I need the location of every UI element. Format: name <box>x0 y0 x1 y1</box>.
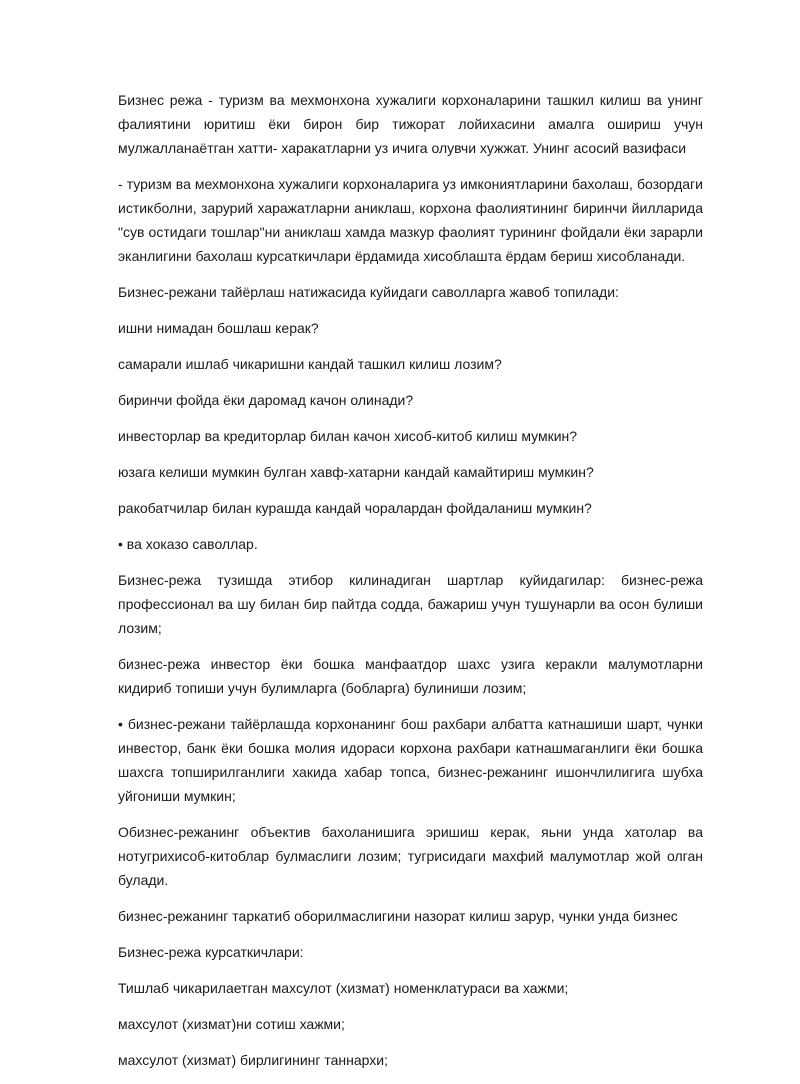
paragraph-purpose: - туризм ва мехмонхона хужалиги корхоналарига уз имкониятларини бахолаш, бозордаги истикболни, зарурий харажатларни аниклаш, корхона фаолиятининг биринчи йилларида "сув остидаги тошлар"ни аниклаш хамда мазкур фаолият турининг фойдали ёки зарарли эканлигини бахолаш курсаткичлари ёрдамида хисоблашта ёрдам бериш хисобланади. <box>118 176 703 264</box>
question-item: биринчи фойда ёки даромад качон олинади? <box>118 392 414 408</box>
indicator-item: Тишлаб чикарилаетган махсулот (хизмат) номенклатураси ва хажми; <box>118 980 569 996</box>
question-item: ишни нимадан бошлаш керак? <box>118 320 319 336</box>
paragraph-sections: бизнес-режа инвестор ёки бошка манфаатдор шахс узига керакли малумотларни кидириб топиши учун булимларга (бобларга) булиниши лозим; <box>118 656 703 696</box>
indicator-item: махсулот (хизмат)ни сотиш хажми; <box>118 1016 345 1032</box>
paragraph-confidential: бизнес-режанинг таркатиб оборилмаслигини назорат килиш зарур, чунки унда бизнес <box>118 908 678 924</box>
question-item: ракобатчилар билан курашда кандай чоралардан фойдаланиш мумкин? <box>118 500 592 516</box>
paragraph-intro: Бизнес режа - туризм ва мехмонхона хужалиги корхоналарини ташкил килиш ва унинг фалиятини юритиш ёки бирон бир тижорат лойихасини амалга ошириш учун мулжалланаётган хатти- харакатларни уз ичига олувчи хужжат. Унинг асосий вазифаси <box>118 92 703 156</box>
paragraph-indicators-heading: Бизнес-режа курсаткичлари: <box>118 944 304 960</box>
document-body <box>118 88 703 1084</box>
question-item: юзага келиши мумкин булган хавф-хатарни кандай камайтириш мумкин? <box>118 464 594 480</box>
paragraph-conditions: Бизнес-режа тузишда этибор килинадиган шартлар куйидагилар: бизнес-режа профессионал ва шу билан бир пайтда содда, бажариш учун тушунарли ва осон булиши лозим; <box>118 572 703 636</box>
paragraph-objective: Обизнес-режанинг объектив бахоланишига эришиш керак, яьни унда хатолар ва нотугрихисоб-китоблар булмаслиги лозим; тугрисидаги махфий малумотлар жой олган булади. <box>118 824 703 888</box>
question-item: самарали ишлаб чикаришни кандай ташкил килиш лозим? <box>118 356 502 372</box>
paragraph-questions-heading: Бизнес-режани тайёрлаш натижасида куйидаги саволларга жавоб топилади: <box>118 284 619 300</box>
paragraph-leader-bullet: • бизнес-режани тайёрлашда корхонанинг бош рахбари албатта катнашиши шарт, чунки инвестор, банк ёки бошка молия идораси корхона рахбари катнашмаганлиги ёки бошка шахсга топширилганлиги хакида хабар топса, бизнес-режанинг ишончлилигига шубха уйгониши мумкин; <box>118 716 703 804</box>
question-item: инвесторлар ва кредиторлар билан качон хисоб-китоб килиш мумкин? <box>118 428 578 444</box>
question-item-bullet: • ва хоказо саволлар. <box>118 536 258 552</box>
indicator-item: махсулот (хизмат) бирлигининг таннархи; <box>118 1052 388 1068</box>
